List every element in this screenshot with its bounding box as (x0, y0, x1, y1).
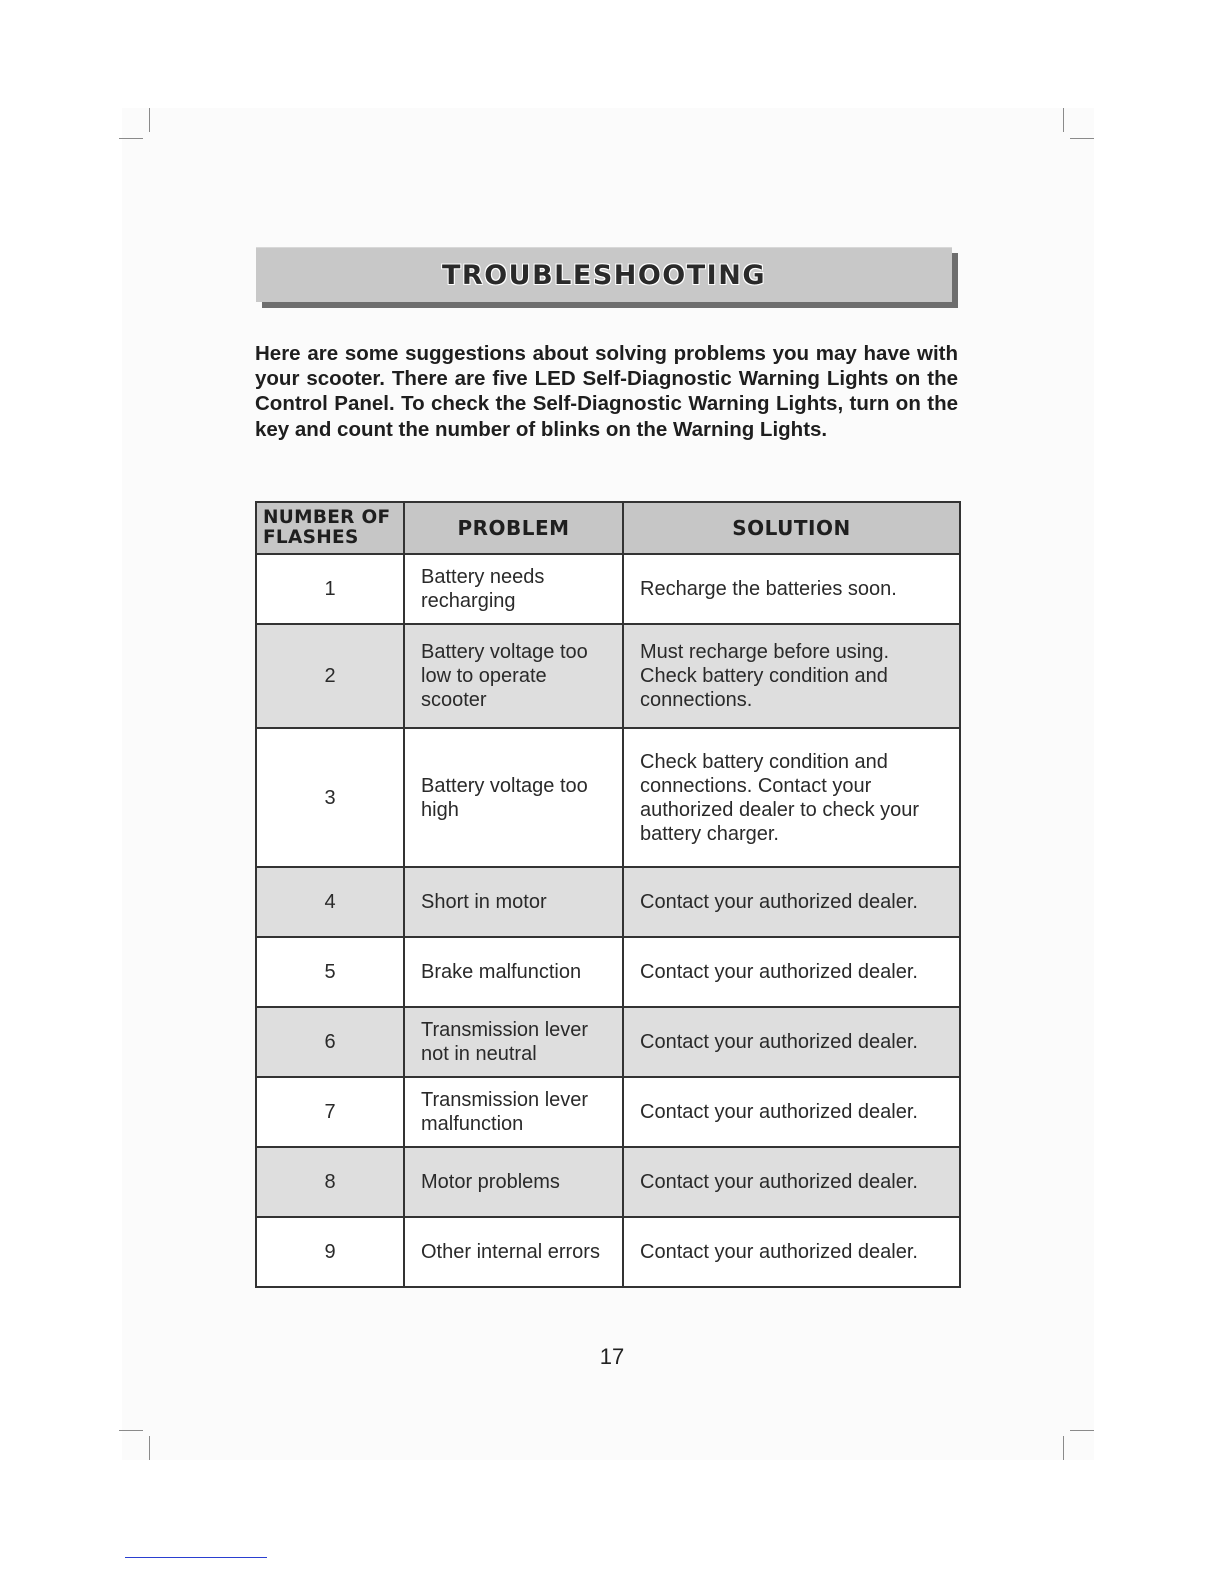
flashes-cell: 7 (256, 1077, 404, 1147)
flashes-cell: 9 (256, 1217, 404, 1287)
crop-mark-bottom-right-horizontal (1070, 1430, 1094, 1431)
table-row (256, 1147, 960, 1217)
header-flashes-line2: FLASHES (263, 527, 359, 548)
solution-cell: Recharge the batteries soon. (623, 554, 960, 624)
problem-cell: Transmission lever not in neutral (404, 1007, 623, 1077)
problem-cell: Motor problems (404, 1147, 623, 1217)
crop-mark-bottom-left-vertical (149, 1436, 150, 1460)
crop-mark-bottom-left-horizontal (119, 1430, 143, 1431)
table-row (256, 867, 960, 937)
footer-link-line (125, 1557, 267, 1558)
page-title: TROUBLESHOOTING (442, 259, 766, 291)
solution-cell: Check battery condition and connections. Contact your authorized dealer to check your battery charger. (623, 728, 960, 867)
intro-paragraph: Here are some suggestions about solving problems you may have with your scooter. There are five LED Self-Diagnostic Warning Lights on the Control Panel. To check the Self-Diagnostic Warning Lights, turn on the key and count the number of blinks on the Warning Lights. (255, 342, 958, 441)
crop-mark-top-right-horizontal (1070, 138, 1094, 139)
flashes-cell: 4 (256, 867, 404, 937)
solution-cell: Contact your authorized dealer. (623, 1217, 960, 1287)
table-row (256, 1077, 960, 1147)
flashes-cell: 8 (256, 1147, 404, 1217)
crop-mark-top-left-vertical (149, 108, 150, 132)
table-header-row (256, 502, 960, 554)
flashes-cell: 3 (256, 728, 404, 867)
crop-mark-bottom-right-vertical (1063, 1436, 1064, 1460)
flashes-cell: 1 (256, 554, 404, 624)
problem-cell: Brake malfunction (404, 937, 623, 1007)
table-row (256, 554, 960, 624)
table-row (256, 1007, 960, 1077)
flashes-cell: 2 (256, 624, 404, 728)
solution-cell: Contact your authorized dealer. (623, 1147, 960, 1217)
header-flashes-line1: NUMBER OF (263, 507, 391, 528)
header-number-of-flashes (256, 502, 404, 554)
solution-cell: Contact your authorized dealer. (623, 1077, 960, 1147)
crop-mark-top-right-vertical (1063, 108, 1064, 132)
solution-cell: Contact your authorized dealer. (623, 867, 960, 937)
problem-cell: Other internal errors (404, 1217, 623, 1287)
problem-cell: Battery needs recharging (404, 554, 623, 624)
header-solution: SOLUTION (623, 502, 960, 554)
header-problem: PROBLEM (404, 502, 623, 554)
problem-cell: Transmission lever malfunction (404, 1077, 623, 1147)
title-banner (256, 247, 952, 302)
problem-cell: Battery voltage too high (404, 728, 623, 867)
flashes-cell: 6 (256, 1007, 404, 1077)
table-row (256, 1217, 960, 1287)
problem-cell: Battery voltage too low to operate scooter (404, 624, 623, 728)
page-number: 17 (599, 1344, 625, 1369)
flashes-cell: 5 (256, 937, 404, 1007)
problem-cell: Short in motor (404, 867, 623, 937)
table-row (256, 624, 960, 728)
table-row (256, 728, 960, 867)
table-row (256, 937, 960, 1007)
crop-mark-top-left-horizontal (119, 138, 143, 139)
solution-cell: Must recharge before using. Check battery condition and connections. (623, 624, 960, 728)
troubleshooting-table (255, 501, 961, 1288)
solution-cell: Contact your authorized dealer. (623, 1007, 960, 1077)
solution-cell: Contact your authorized dealer. (623, 937, 960, 1007)
